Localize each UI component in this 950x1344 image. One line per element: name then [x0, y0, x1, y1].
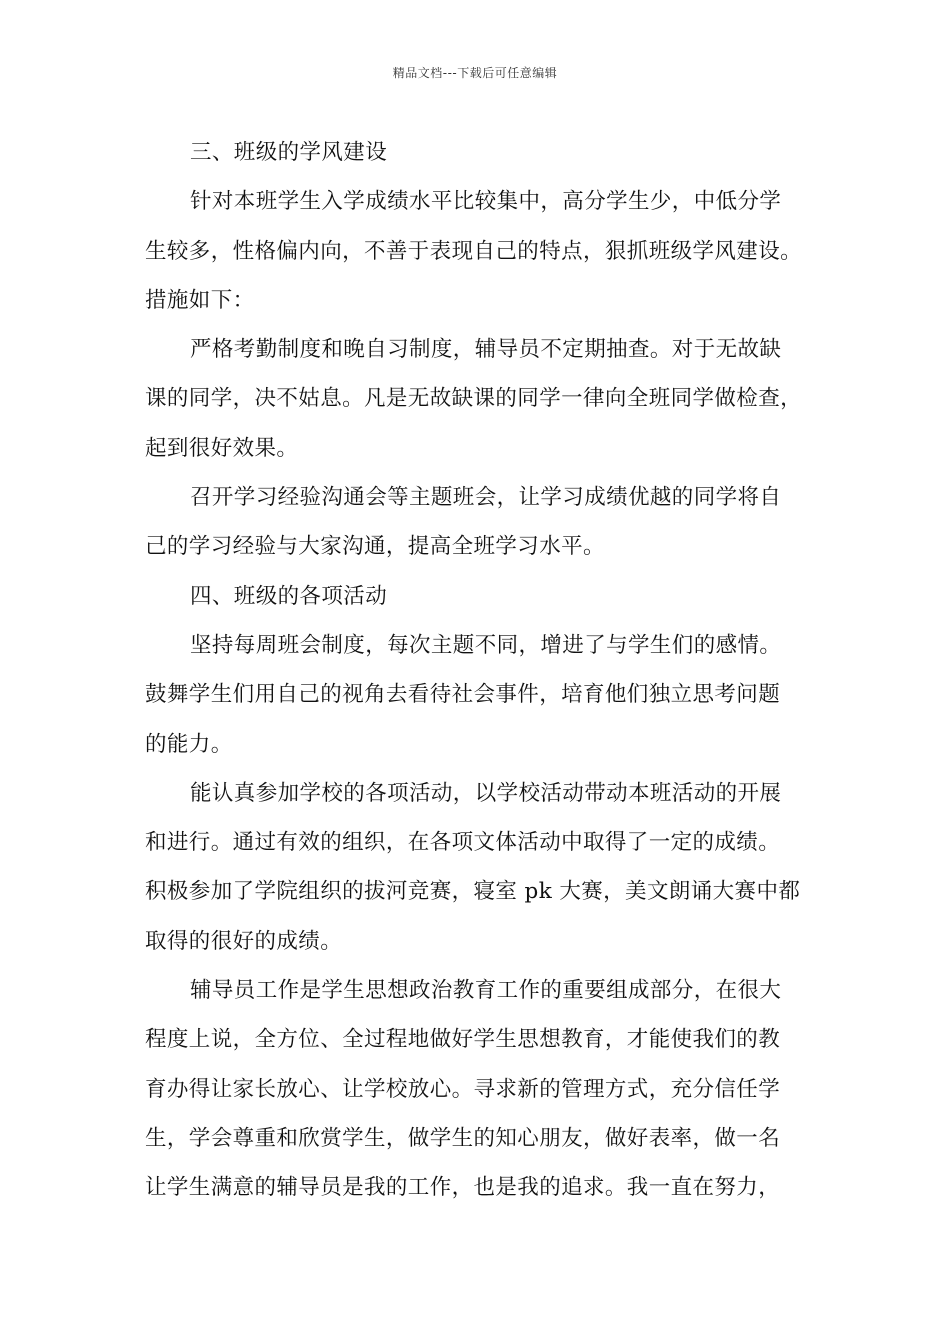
text-line: 四、班级的各项活动	[190, 583, 388, 609]
text-line: 取得的很好的成绩。	[145, 928, 343, 954]
text-line: 能认真参加学校的各项活动，以学校活动带动本班活动的开展	[190, 780, 782, 806]
text-line: 程度上说，全方位、全过程地做好学生思想教育，才能使我们的教	[145, 1027, 781, 1053]
text-line: 育办得让家长放心、让学校放心。寻求新的管理方式，充分信任学	[145, 1076, 781, 1102]
text-line: 辅导员工作是学生思想政治教育工作的重要组成部分，在很大	[190, 978, 782, 1004]
text-line: 的能力。	[145, 731, 233, 757]
text-line: 己的学习经验与大家沟通，提高全班学习水平。	[145, 534, 605, 560]
text-line: 严格考勤制度和晚自习制度，辅导员不定期抽查。对于无故缺	[190, 337, 782, 363]
text-line: 和进行。通过有效的组织，在各项文体活动中取得了一定的成绩。	[145, 830, 781, 856]
text-line: 措施如下：	[145, 287, 255, 313]
text-line: 让学生满意的辅导员是我的工作，也是我的追求。我一直在努力，	[145, 1175, 781, 1201]
text-line: 鼓舞学生们用自己的视角去看待社会事件，培育他们独立思考问题	[145, 682, 781, 708]
text-line: 积极参加了学院组织的拔河竞赛，寝室 pk 大赛，美文朗诵大赛中都	[145, 879, 801, 905]
text-line: 召开学习经验沟通会等主题班会，让学习成绩优越的同学将自	[190, 485, 782, 511]
text-line: 生较多，性格偏内向，不善于表现自己的特点，狠抓班级学风建设。	[145, 238, 803, 264]
text-line: 三、班级的学风建设	[190, 140, 388, 165]
text-line: 课的同学，决不姑息。凡是无故缺课的同学一律向全班同学做检查，	[145, 386, 803, 412]
text-line: 生，学会尊重和欣赏学生，做学生的知心朋友，做好表率，做一名	[145, 1125, 781, 1151]
text-line: 起到很好效果。	[145, 435, 299, 461]
text-line: 针对本班学生入学成绩水平比较集中，高分学生少，中低分学	[190, 189, 782, 215]
body-text	[145, 128, 815, 1213]
text-line: 坚持每周班会制度，每次主题不同，增进了与学生们的感情。	[190, 632, 782, 658]
page-header: 精品文档---下载后可任意编辑	[392, 66, 558, 80]
